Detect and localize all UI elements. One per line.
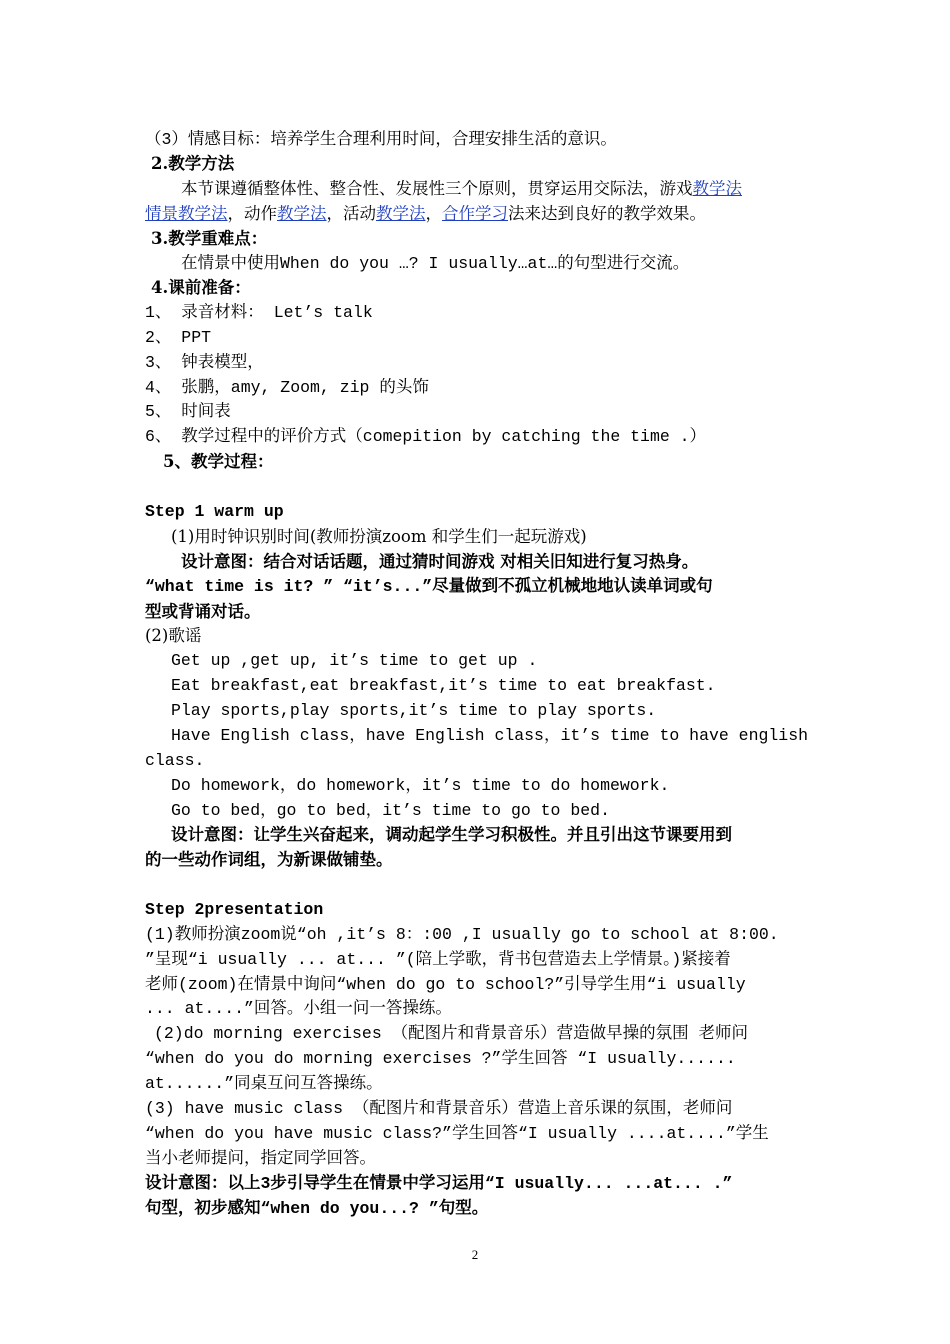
methods-text: ，活动: [326, 204, 376, 223]
step-2-line-3: 老师(zoom)在情景中询问“when do go to school?”引导学生用“i usually: [145, 975, 746, 994]
methods-text: ，动作: [227, 204, 277, 223]
design-intent-1-line-3: 型或背诵对话。: [145, 602, 261, 621]
section-heading-process: 5、教学过程：: [163, 452, 274, 471]
prep-item-1: 1、 录音材料： Let’s talk: [145, 303, 373, 322]
chant-line-4-cont: class.: [145, 751, 205, 770]
section-heading-teaching-methods: 2.教学方法: [151, 154, 235, 173]
methods-paragraph-line-2: [145, 201, 706, 226]
design-intent-3-line-2: 句型，初步感知“when do you...? ”句型。: [145, 1199, 489, 1218]
step-2-line-1: (1)教师扮演zoom说“oh ,it’s 8：:00 ,I usually go to school at 8:00.: [145, 925, 779, 944]
step-1-activity-1: (1)用时钟识别时间(教师扮演zoom 和学生们一起玩游戏): [171, 527, 587, 546]
link-situational-teaching[interactable]: 情景教学法: [145, 204, 228, 223]
step-2-line-4: ... at....”回答。小组一问一答操练。: [145, 999, 452, 1018]
key-points-text: 在情景中使用When do you …? I usually…at…的句型进行交流。: [181, 254, 690, 273]
design-intent-2-line-2: 的一些动作词组，为新课做铺垫。: [145, 850, 393, 869]
section-heading-preparation: 4.课前准备：: [151, 278, 251, 297]
chant-line-1: Get up ,get up, it’s time to get up .: [171, 651, 538, 670]
chant-line-4: Have English class，have English class，it’s time to have english: [171, 726, 808, 745]
page-number: 2: [471, 1247, 479, 1262]
affective-goal-line: （3）情感目标：培养学生合理利用时间，合理安排生活的意识。: [145, 130, 617, 149]
prep-item-4: 4、 张鹏，amy, Zoom, zip 的头饰: [145, 378, 429, 397]
step-2-heading: Step 2presentation: [145, 900, 324, 919]
methods-text: 本节课遵循整体性、整合性、发展性三个原则，贯穿运用交际法，游戏: [181, 179, 693, 198]
design-intent-1-line-1: 设计意图：结合对话话题，通过猜时间游戏 对相关旧知进行复习热身。: [181, 552, 699, 571]
step-2-line-6: “when do you do morning exercises ?”学生回答 “I usually......: [145, 1049, 736, 1068]
link-teaching-method-action[interactable]: 教学法: [277, 204, 327, 223]
link-teaching-method[interactable]: 教学法: [692, 179, 742, 198]
design-intent-3-line-1: 设计意图：以上3步引导学生在情景中学习运用“I usually... ...at... .”: [145, 1174, 733, 1193]
link-cooperative-learning[interactable]: 合作学习: [442, 204, 508, 223]
step-2-line-10: 当小老师提问，指定同学回答。: [145, 1149, 376, 1168]
chant-line-3: Play sports,play sports,it’s time to play sports.: [171, 701, 657, 720]
step-2-line-5: (2)do morning exercises （配图片和背景音乐）营造做早操的氛围 老师问: [154, 1024, 749, 1043]
design-intent-1-line-2: “what time is it? ” “it’s...”尽量做到不孤立机械地地认读单词或句: [145, 577, 713, 596]
methods-text: 法来达到良好的教学效果。: [508, 204, 706, 223]
prep-item-2: 2、 PPT: [145, 328, 212, 347]
prep-item-6: 6、 教学过程中的评价方式（comepition by catching the time .）: [145, 427, 707, 446]
methods-paragraph-line-1: [181, 176, 742, 201]
chant-line-2: Eat breakfast,eat breakfast,it’s time to eat breakfast.: [171, 676, 716, 695]
link-teaching-method-activity[interactable]: 教学法: [376, 204, 426, 223]
step-2-line-8: (3) have music class （配图片和背景音乐）营造上音乐课的氛围，老师问: [145, 1099, 733, 1118]
section-heading-key-points: 3.教学重难点：: [151, 229, 268, 248]
step-1-heading: Step 1 warm up: [145, 502, 284, 521]
chant-line-6: Go to bed，go to bed，it’s time to go to bed.: [171, 801, 610, 820]
prep-item-5: 5、 时间表: [145, 402, 231, 421]
step-2-line-7: at......”同桌互问互答操练。: [145, 1074, 383, 1093]
methods-text: ，: [425, 204, 442, 223]
step-2-line-2: ”呈现“i usually ... at... ”(陪上学歌，背书包营造去上学情景。)紧接着: [145, 950, 731, 969]
design-intent-2-line-1: 设计意图：让学生兴奋起来，调动起学生学习积极性。并且引出这节课要用到: [171, 825, 732, 844]
step-1-activity-2: (2)歌谣: [145, 626, 202, 645]
step-2-line-9: “when do you have music class?”学生回答“I usually ....at....”学生: [145, 1124, 769, 1143]
prep-item-3: 3、 钟表模型，: [145, 353, 264, 372]
chant-line-5: Do homework，do homework，it’s time to do homework.: [171, 776, 670, 795]
